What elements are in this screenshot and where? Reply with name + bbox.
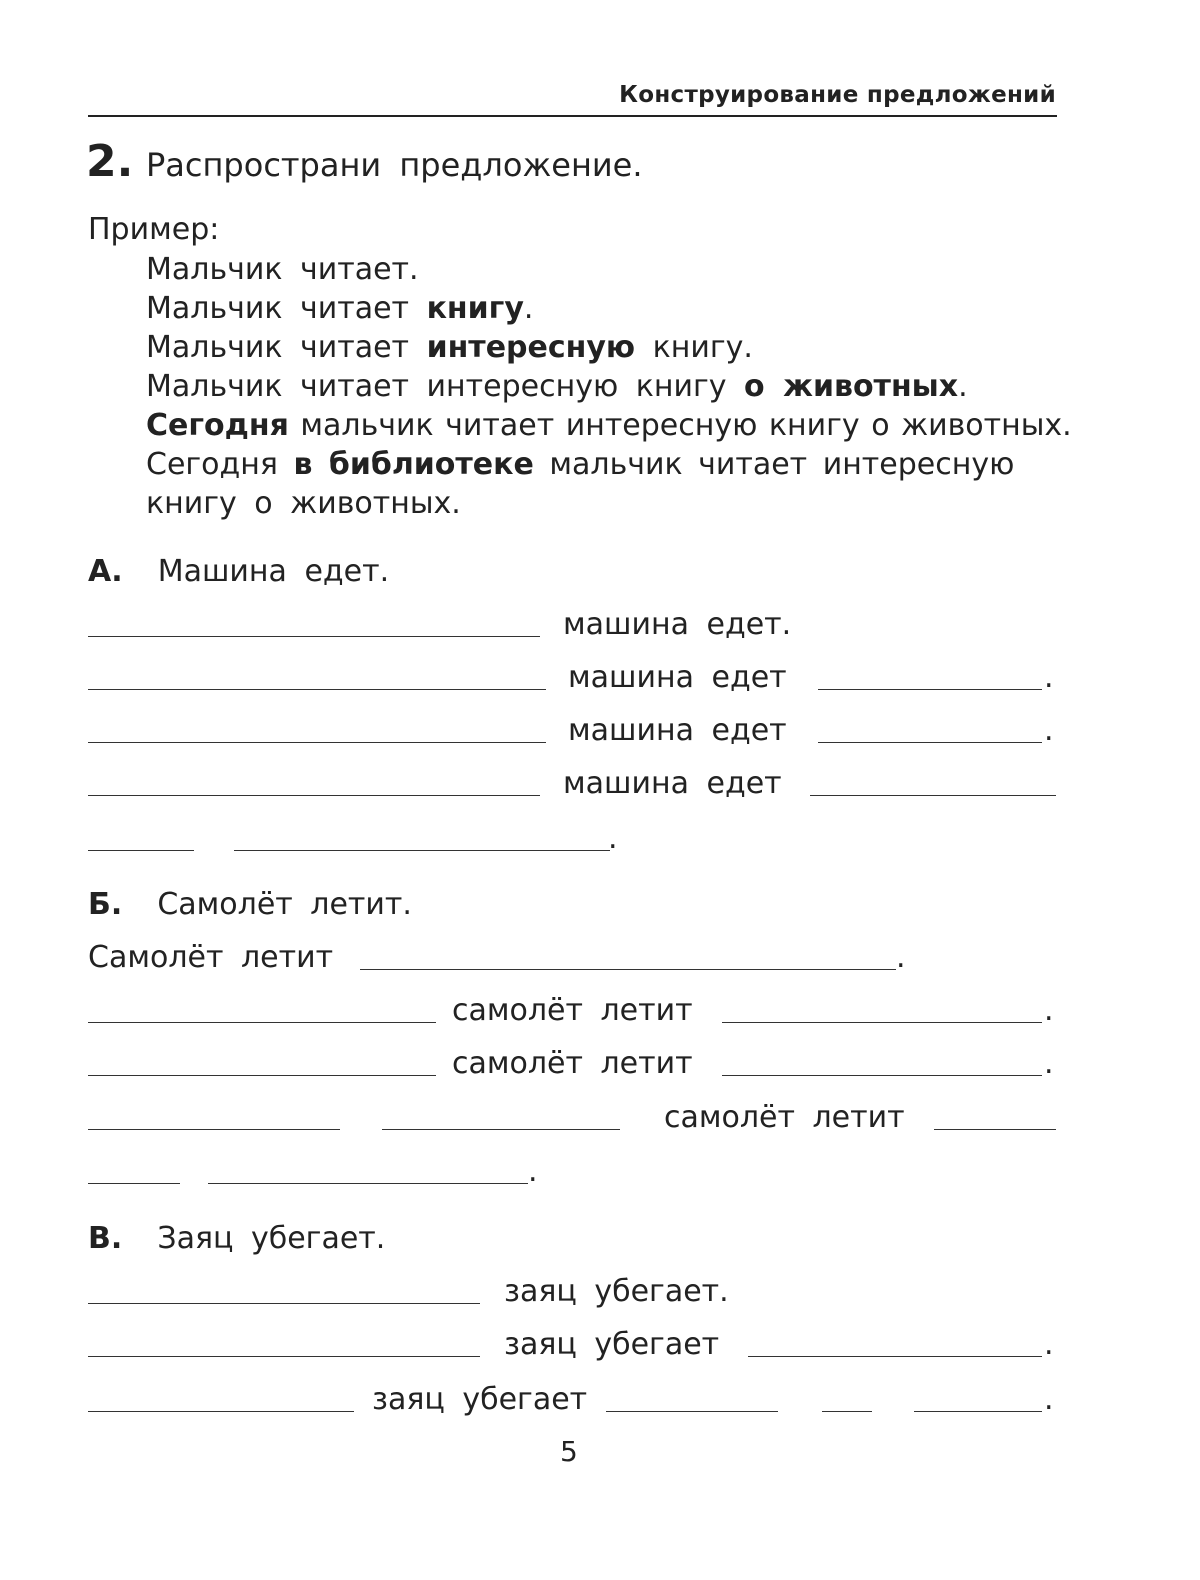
answer-line[interactable]	[88, 795, 540, 796]
period: .	[1044, 1382, 1054, 1417]
answer-line[interactable]	[208, 1183, 528, 1184]
answer-line[interactable]	[722, 1022, 1042, 1023]
example-line: Мальчик читает.	[146, 252, 419, 287]
section-b-heading: Б. Самолёт летит.	[88, 887, 412, 922]
fill-row-text: заяц убегает	[504, 1327, 720, 1362]
running-header: Конструирование предложений	[619, 82, 1056, 108]
section-v-heading: В. Заяц убегает.	[88, 1221, 386, 1256]
fill-row-text: машина едет.	[563, 607, 792, 642]
answer-line[interactable]	[810, 795, 1056, 796]
example-line: Мальчик читает интересную книгу о животных.	[146, 369, 968, 404]
period: .	[1044, 993, 1054, 1028]
answer-line[interactable]	[88, 1129, 340, 1130]
answer-line[interactable]	[606, 1411, 778, 1412]
example-line: книгу о животных.	[146, 486, 461, 521]
answer-line[interactable]	[88, 636, 540, 637]
period: .	[1044, 1046, 1054, 1081]
answer-line[interactable]	[722, 1075, 1042, 1076]
fill-row-text: самолёт летит	[452, 993, 693, 1028]
answer-line[interactable]	[914, 1411, 1042, 1412]
answer-line[interactable]	[382, 1129, 620, 1130]
period: .	[1044, 660, 1054, 695]
period: .	[608, 821, 618, 856]
answer-line[interactable]	[822, 1411, 872, 1412]
fill-row-text: машина едет	[563, 766, 782, 801]
answer-line[interactable]	[88, 1022, 436, 1023]
answer-line[interactable]	[818, 689, 1042, 690]
fill-row-text: самолёт летит	[664, 1100, 905, 1135]
period: .	[528, 1154, 538, 1189]
task-instruction: Распространи предложение.	[146, 146, 643, 184]
period: .	[1044, 1327, 1054, 1362]
section-a-heading: А. Машина едет.	[88, 554, 390, 589]
period: .	[1044, 713, 1054, 748]
example-label: Пример:	[88, 212, 220, 247]
fill-row-text: самолёт летит	[452, 1046, 693, 1081]
fill-row-text: заяц убегает	[372, 1382, 588, 1417]
example-line: Сегодня мальчик читает интересную книгу о животных.	[146, 408, 1072, 443]
fill-row-text: машина едет	[568, 713, 787, 748]
answer-line[interactable]	[88, 1411, 354, 1412]
answer-line[interactable]	[88, 689, 546, 690]
period: .	[896, 940, 906, 975]
answer-line[interactable]	[88, 850, 194, 851]
answer-line[interactable]	[88, 742, 546, 743]
fill-row-text: машина едет	[568, 660, 787, 695]
answer-line[interactable]	[234, 850, 610, 851]
fill-row-text: заяц убегает.	[504, 1274, 729, 1309]
answer-line[interactable]	[88, 1183, 180, 1184]
example-line: Сегодня в библиотеке мальчик читает интересную	[146, 447, 1015, 482]
example-line: Мальчик читает книгу.	[146, 291, 534, 326]
task-number: 2.	[86, 136, 134, 187]
answer-line[interactable]	[748, 1356, 1042, 1357]
answer-line[interactable]	[88, 1356, 480, 1357]
answer-line[interactable]	[88, 1075, 436, 1076]
answer-line[interactable]	[360, 969, 896, 970]
page-number: 5	[560, 1435, 578, 1468]
answer-line[interactable]	[934, 1129, 1056, 1130]
answer-line[interactable]	[818, 742, 1042, 743]
example-line: Мальчик читает интересную книгу.	[146, 330, 753, 365]
fill-row-text: Самолёт летит	[88, 940, 334, 975]
header-divider	[88, 115, 1057, 117]
answer-line[interactable]	[88, 1303, 480, 1304]
